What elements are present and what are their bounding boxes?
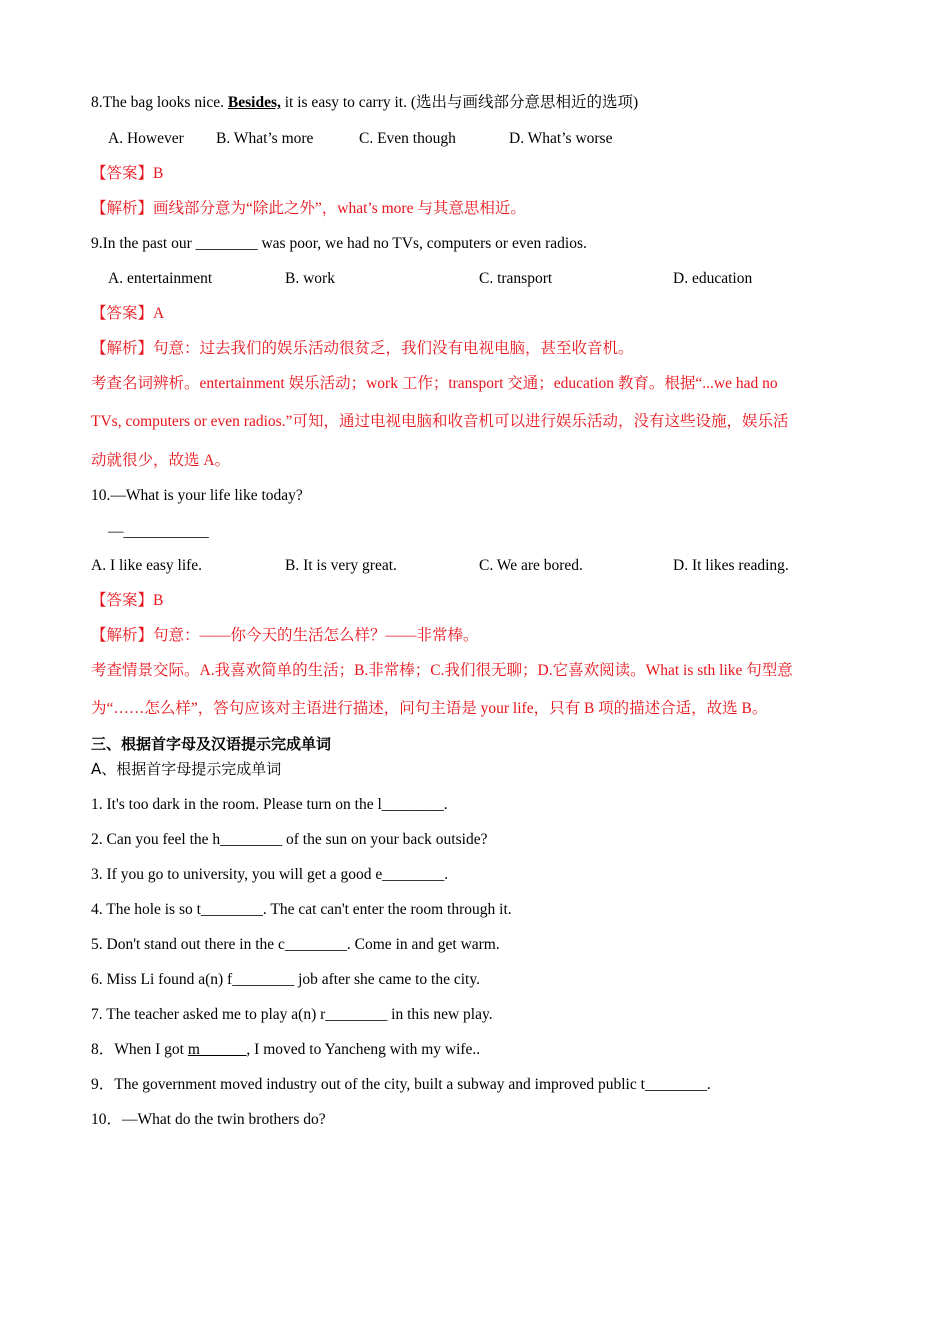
q10-option-a: A. I like easy life. bbox=[91, 557, 203, 574]
q10-option-c: C. We are bored. bbox=[479, 557, 583, 574]
q8-option-d: D. What’s worse bbox=[509, 130, 613, 147]
q9-option-c: C. transport bbox=[479, 270, 553, 287]
q10-option-d: D. It likes reading. bbox=[673, 557, 789, 574]
question-9-stem: 9.In the past our ________ was poor, we had no TVs, computers or even radios. bbox=[91, 235, 587, 252]
q8-answer: 【答案】B bbox=[91, 165, 164, 182]
q9-option-b: B. work bbox=[285, 270, 335, 287]
fill-item-3: 3. If you go to university, you will get a good e________. bbox=[91, 866, 449, 883]
fill-item-1: 1. It's too dark in the room. Please turn on the l________. bbox=[91, 796, 448, 813]
underlined-keyword: Besides, bbox=[227, 94, 281, 111]
q10-answer: 【答案】B bbox=[91, 592, 164, 609]
section-title: 三、根据首字母及汉语提示完成单词 bbox=[91, 735, 332, 753]
q10-option-b: B. It is very great. bbox=[285, 557, 397, 574]
q9-analysis-4: 动就很少，故选 A。 bbox=[91, 452, 231, 469]
q9-analysis-2: 考查名词辨析。entertainment 娱乐活动；work 工作；transport 交通；education 教育。根据“...we had no bbox=[91, 375, 778, 392]
fill-item-2: 2. Can you feel the h________ of the sun on your back outside? bbox=[91, 831, 488, 848]
section-subtitle: A、根据首字母提示完成单词 bbox=[91, 760, 282, 778]
q10-reply-blank: —___________ bbox=[108, 523, 209, 540]
fill-item-8: 8．When I got m______, I moved to Yancheng with my wife.. bbox=[91, 1041, 481, 1058]
q9-option-d: D. education bbox=[673, 270, 753, 287]
q9-answer: 【答案】A bbox=[91, 305, 165, 322]
question-8-stem: 8.The bag looks nice. Besides, it is easy to carry it. (选出与画线部分意思相近的选项) bbox=[91, 94, 639, 111]
fill-item-4: 4. The hole is so t________. The cat can't enter the room through it. bbox=[91, 901, 512, 918]
q8-option-a: A. However bbox=[108, 130, 184, 147]
underlined-blank: m______ bbox=[187, 1041, 247, 1058]
fill-item-10: 10．—What do the twin brothers do? bbox=[91, 1111, 326, 1128]
q9-option-a: A. entertainment bbox=[108, 270, 213, 287]
q9-analysis-3: TVs, computers or even radios.”可知，通过电视电脑和收音机可以进行娱乐活动，没有这些设施，娱乐活 bbox=[91, 413, 789, 430]
fill-item-7: 7. The teacher asked me to play a(n) r________ in this new play. bbox=[91, 1006, 493, 1023]
q8-option-c: C. Even though bbox=[359, 130, 456, 147]
fill-item-5: 5. Don't stand out there in the c________. Come in and get warm. bbox=[91, 936, 500, 953]
q8-option-b: B. What’s more bbox=[216, 130, 314, 147]
q10-analysis-2: 考查情景交际。A.我喜欢简单的生活；B.非常棒；C.我们很无聊；D.它喜欢阅读。What is sth like 句型意 bbox=[91, 662, 793, 679]
q8-analysis: 【解析】画线部分意为“除此之外”，what’s more 与其意思相近。 bbox=[91, 200, 526, 217]
question-10-stem: 10.—What is your life like today? bbox=[91, 487, 303, 504]
q9-analysis-1: 【解析】句意：过去我们的娱乐活动很贫乏，我们没有电视电脑，甚至收音机。 bbox=[91, 340, 634, 357]
q10-analysis-1: 【解析】句意：——你今天的生活怎么样？——非常棒。 bbox=[91, 627, 479, 644]
fill-item-9: 9．The government moved industry out of the city, built a subway and improved public t________. bbox=[91, 1076, 711, 1093]
q10-analysis-3: 为“……怎么样”，答句应该对主语进行描述，问句主语是 your life，只有 B 项的描述合适，故选 B。 bbox=[91, 700, 768, 717]
fill-item-6: 6. Miss Li found a(n) f________ job after she came to the city. bbox=[91, 971, 480, 988]
